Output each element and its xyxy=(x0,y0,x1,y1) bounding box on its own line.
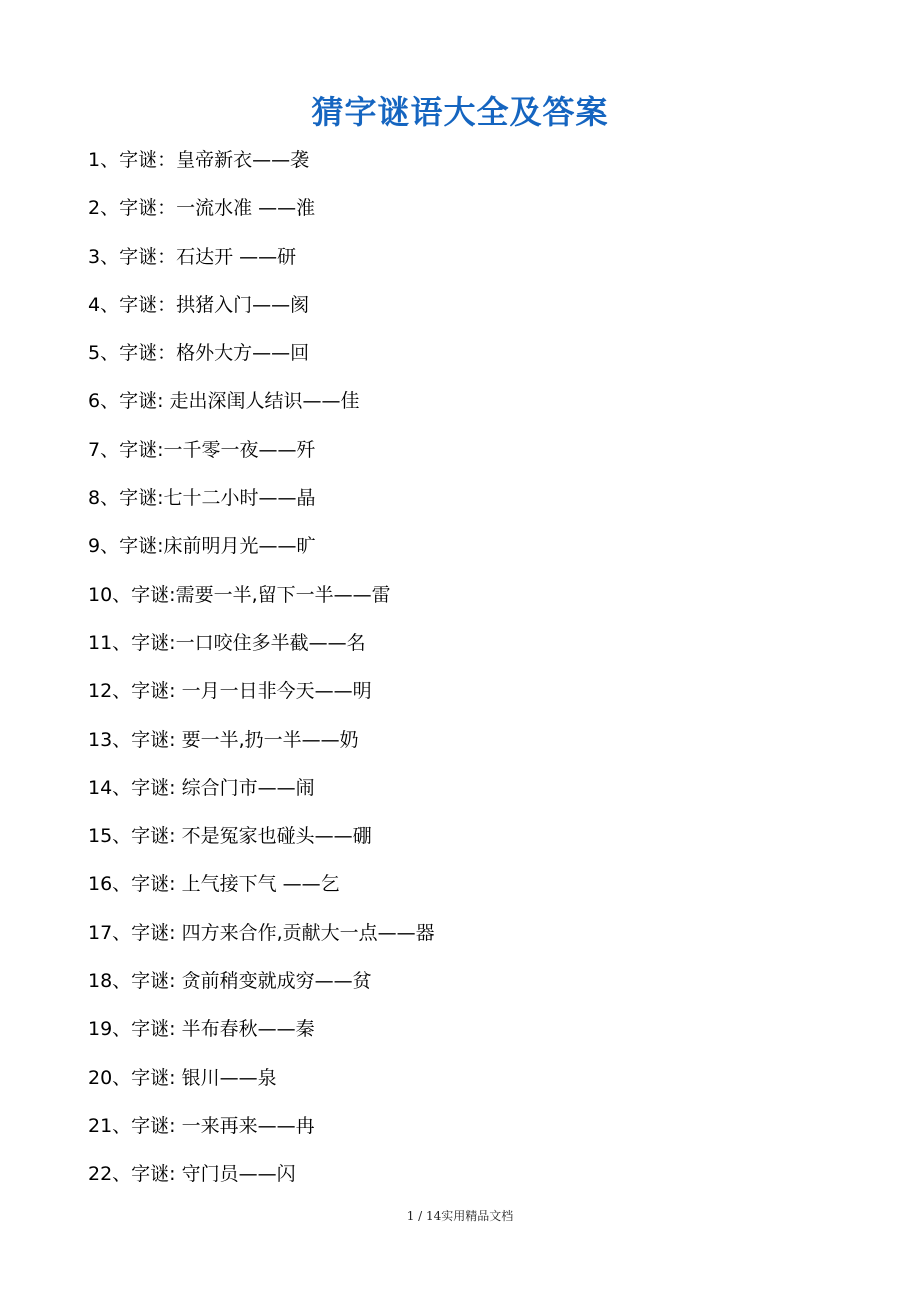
riddle-item: 18、字谜: 贪前稍变就成穷——贫 xyxy=(88,970,372,993)
riddle-item: 9、字谜:床前明月光——旷 xyxy=(88,535,316,558)
riddle-item: 22、字谜: 守门员——闪 xyxy=(88,1163,296,1186)
riddle-item: 5、字谜：格外大方——回 xyxy=(88,342,310,365)
riddle-item: 19、字谜: 半布春秋——秦 xyxy=(88,1018,315,1041)
riddle-list xyxy=(88,143,435,1206)
riddle-item: 14、字谜: 综合门市——闹 xyxy=(88,776,315,799)
riddle-item: 17、字谜: 四方来合作,贡献大一点——器 xyxy=(88,921,435,944)
riddle-item: 10、字谜:需要一半,留下一半——雷 xyxy=(88,583,391,606)
riddle-item: 1、字谜：皇帝新衣——袭 xyxy=(88,149,310,171)
riddle-item: 15、字谜: 不是冤家也碰头——硼 xyxy=(88,825,372,848)
riddle-item: 20、字谜: 银川——泉 xyxy=(88,1066,277,1089)
riddle-item: 13、字谜: 要一半,扔一半——奶 xyxy=(88,728,359,751)
riddle-item: 12、字谜: 一月一日非今天——明 xyxy=(88,680,372,703)
riddle-item: 21、字谜: 一来再来——冉 xyxy=(88,1114,315,1137)
page-title: 猜字谜语大全及答案 xyxy=(311,93,609,131)
riddle-item: 4、字谜：拱猪入门——阂 xyxy=(88,293,310,316)
riddle-item: 11、字谜:一口咬住多半截——名 xyxy=(88,631,366,654)
riddle-item: 7、字谜:一千零一夜——歼 xyxy=(88,438,316,461)
riddle-item: 6、字谜: 走出深闺人结识——佳 xyxy=(88,390,360,413)
riddle-item: 3、字谜：石达开 ——研 xyxy=(88,245,297,268)
riddle-item: 16、字谜: 上气接下气 ——乞 xyxy=(88,873,340,896)
riddle-item: 2、字谜：一流水准 ——淮 xyxy=(88,197,316,220)
page-footer: 1 / 14实用精品文档 xyxy=(406,1209,514,1223)
riddle-item: 8、字谜:七十二小时——晶 xyxy=(88,487,316,510)
